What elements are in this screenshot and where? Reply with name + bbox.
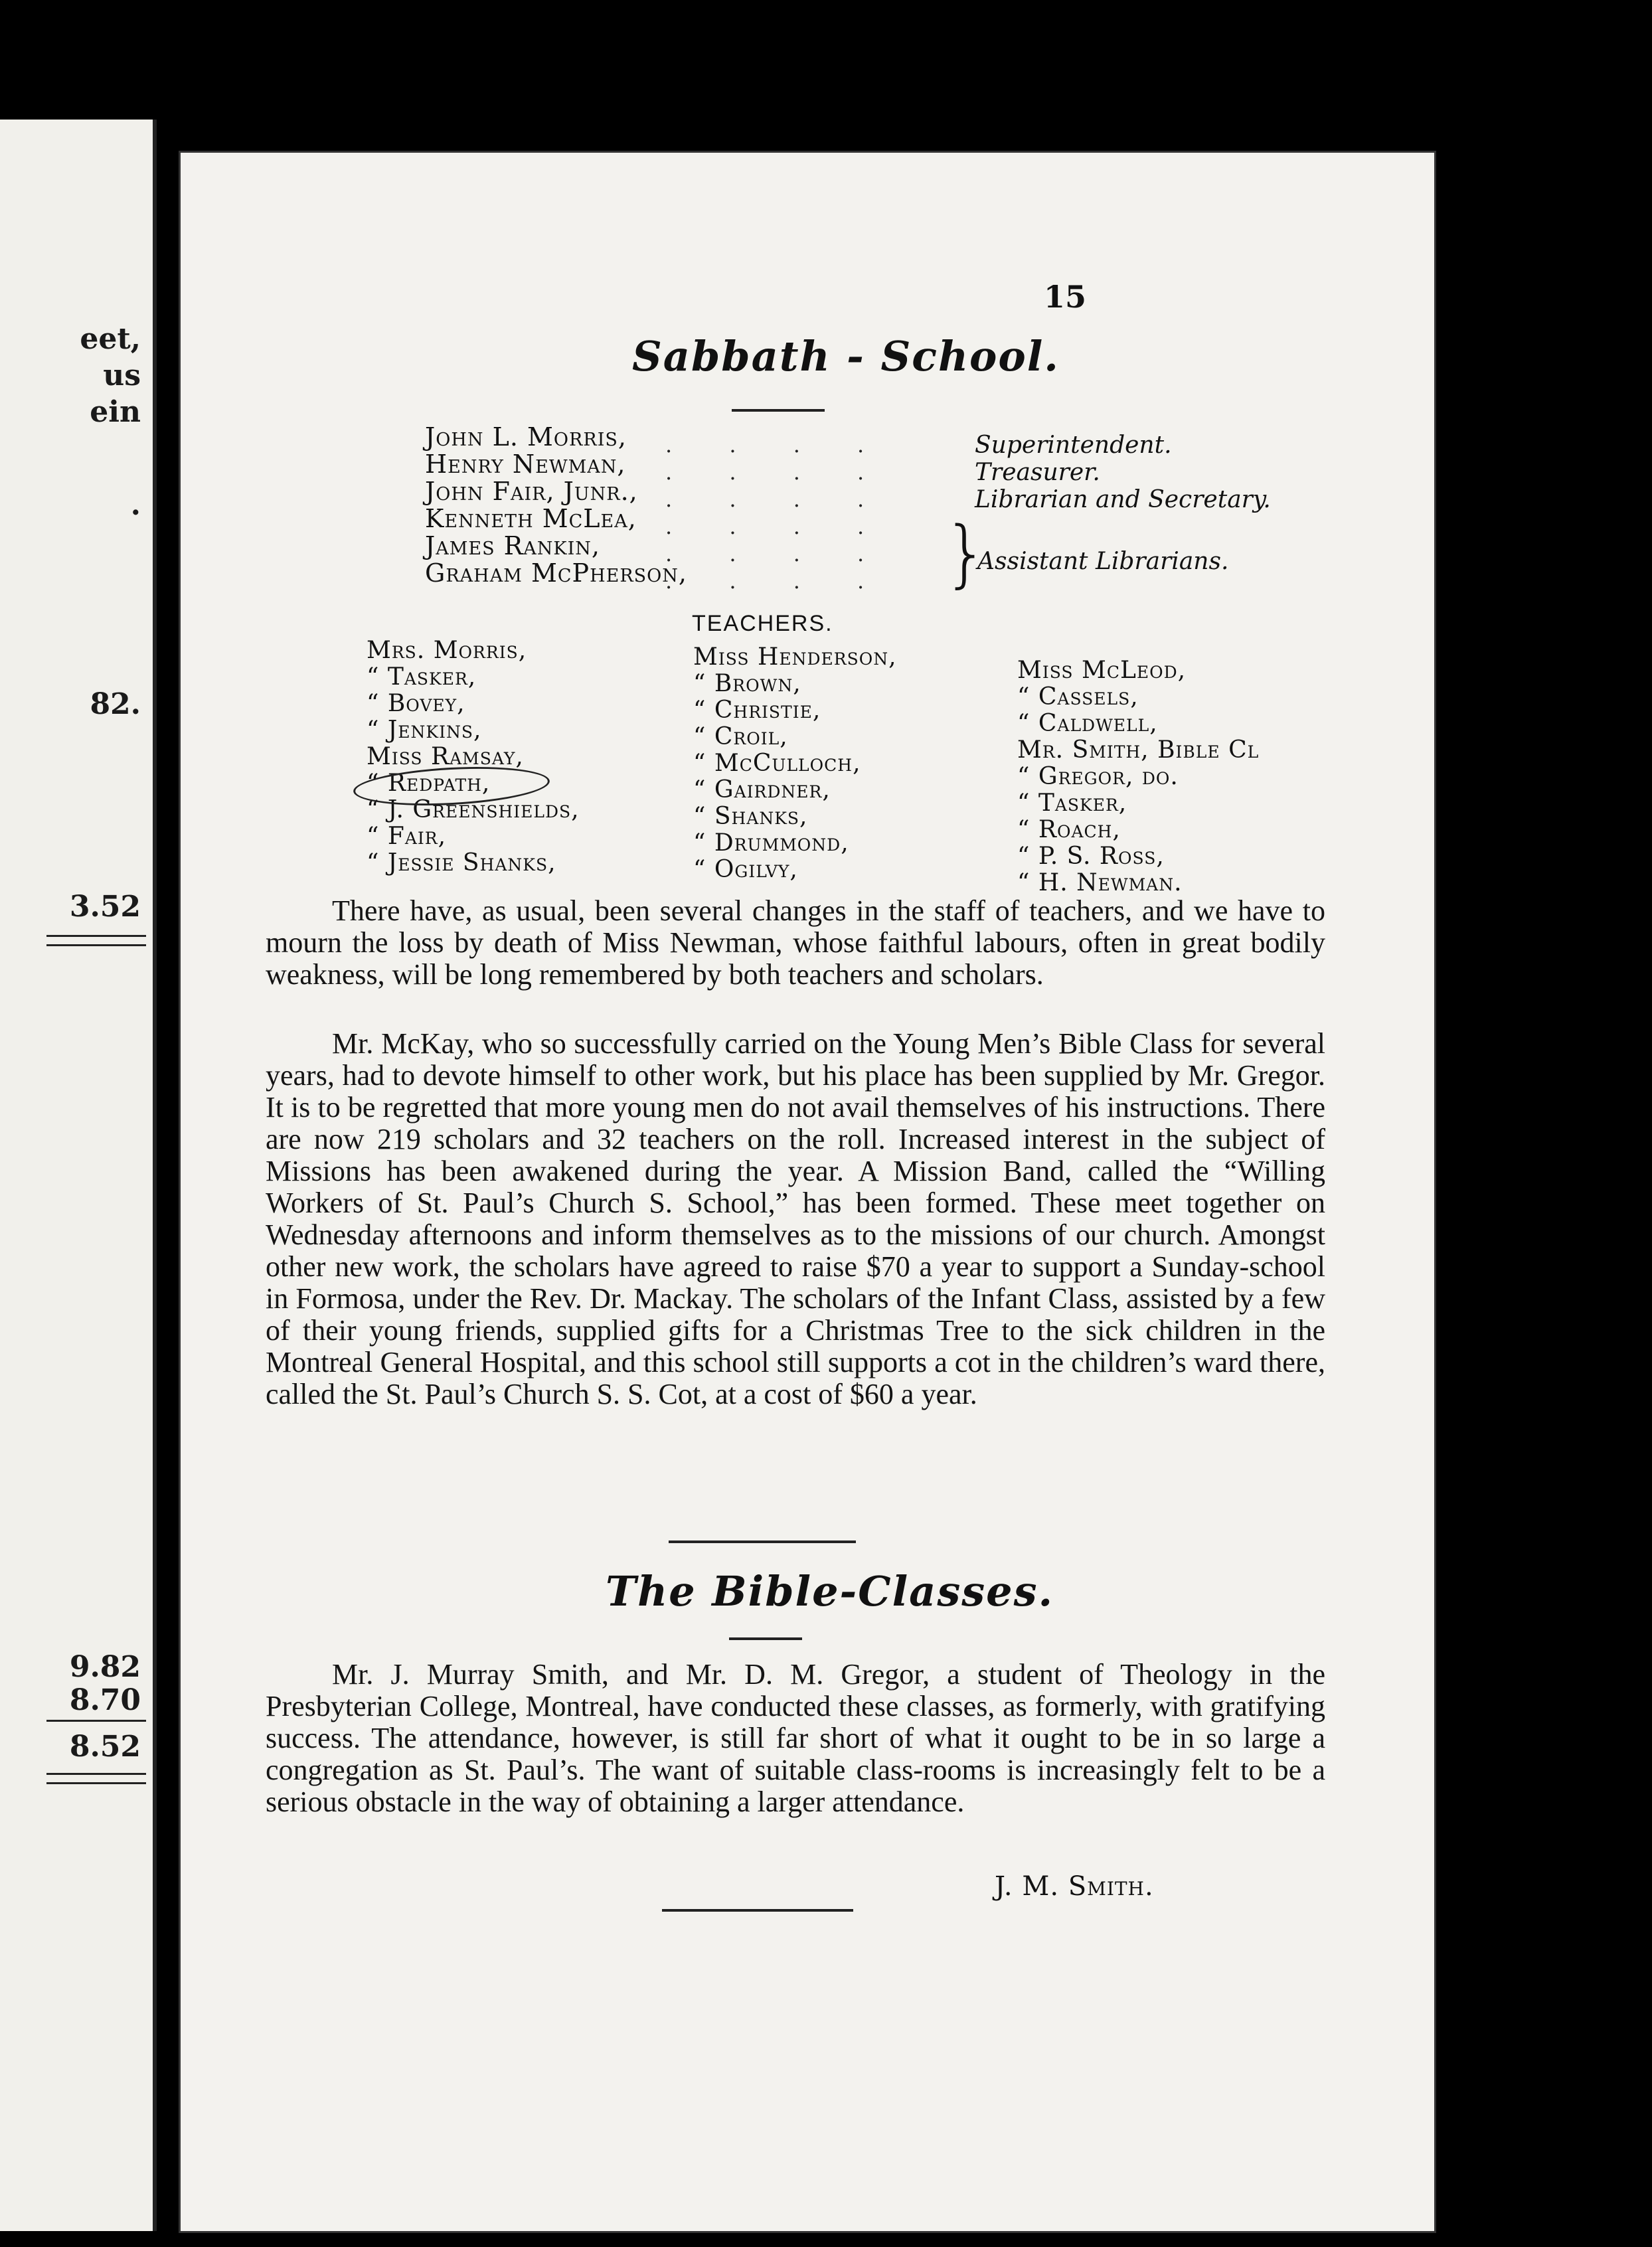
- teacher-name: “ Cassels,: [1017, 683, 1139, 710]
- sabbath-school-heading: Sabbath - School.: [632, 332, 1060, 380]
- teacher-name: “ Jessie Shanks,: [367, 849, 556, 876]
- officer-roles: [975, 432, 1271, 513]
- officer-name: Henry Newman,: [425, 450, 626, 479]
- teacher-name: “ Christie,: [693, 697, 821, 724]
- officer-role: Treasurer.: [975, 459, 1100, 486]
- officer-role: Superintendent.: [975, 432, 1172, 459]
- teacher-name: Miss McLeod,: [1017, 657, 1187, 684]
- teacher-name-circled: [367, 770, 580, 797]
- officer-name: Graham McPherson,: [425, 558, 688, 588]
- section-rule: [669, 1540, 856, 1543]
- leader-dots: . . . . . . . . . . . . . . . . . . . . . . . .: [665, 432, 890, 594]
- teacher-name: “ Tasker,: [1017, 790, 1127, 817]
- officer-role: Librarian and Secretary.: [975, 486, 1271, 513]
- teacher-name: “ Drummond,: [693, 829, 849, 857]
- teacher-name: Mrs. Morris,: [367, 637, 527, 664]
- left-fragment-text: eet,: [80, 322, 141, 356]
- teacher-name: “ Shanks,: [693, 803, 808, 830]
- officer-name: Kenneth McLea,: [425, 504, 637, 533]
- left-facing-page: [0, 120, 157, 2231]
- teachers-column-1: [367, 637, 580, 876]
- teacher-name: “ Ogilvy,: [693, 856, 798, 883]
- teachers-column-3: [1017, 657, 1259, 896]
- left-fragment-text: 8.52: [69, 1730, 141, 1764]
- teacher-name: “ Croil,: [693, 723, 788, 750]
- left-fragment-rule: [46, 1720, 146, 1722]
- left-fragment-text: 82.: [90, 687, 141, 721]
- left-fragment-text: 3.52: [69, 890, 141, 924]
- teacher-name: “ Jenkins,: [367, 716, 482, 744]
- teacher-name: “ Redpath,: [367, 770, 491, 797]
- teacher-name: “ McCulloch,: [693, 750, 861, 777]
- left-fragment-rule: [46, 1773, 146, 1775]
- officer-name: John Fair, Junr.,: [425, 477, 638, 506]
- teachers-column-2: [693, 644, 897, 883]
- left-fragment-rule: [46, 1782, 146, 1784]
- officer-name: James Rankin,: [425, 531, 600, 560]
- left-fragment-text: .: [130, 488, 141, 522]
- closing-rule: [662, 1909, 853, 1912]
- bible-classes-heading: The Bible-Classes.: [606, 1567, 1054, 1616]
- left-fragment-text: 9.82: [69, 1650, 141, 1684]
- signature: J. M. Smith.: [995, 1871, 1154, 1902]
- left-fragment-rule: [46, 935, 146, 937]
- teacher-name: “ Bovey,: [367, 690, 465, 717]
- paragraph-bible-class-missions: Mr. McKay, who so successfully carried on the Young Men’s Bible Class for several years, had to devote himself to other work, but his place has been supplied by Mr. Gregor. It is to be regretted that more young men do not avail themselves of his instructions. There are now 219 scholars and 32 teachers on the roll. Increased interest in the subject of Missions has been awakened during the year. A Mission Band, called the “Willing Workers of St. Paul’s Church S. School,” has been formed. These meet together on Wednesday afternoons and inform themselves as to the missions of our church. Amongst other new work, the scholars have agreed to raise $70 a year to support a Sunday-school in Formosa, under the Rev. Dr. Mackay. The scholars of the Infant Class, assisted by a few of their young friends, supplied gifts for a Christmas Tree to the sick children in the Montreal General Hospital, and this school still supports a cot in the children’s ward there, called the St. Paul’s Church S. S. Cot, at a cost of $60 a year.: [266, 1027, 1325, 1410]
- brace: }: [943, 511, 989, 596]
- teacher-name: “ Gregor, do.: [1017, 763, 1179, 790]
- teachers-heading: TEACHERS.: [692, 611, 833, 636]
- teacher-name: Miss Henderson,: [693, 643, 897, 671]
- left-fragment-rule: [46, 944, 146, 946]
- left-fragment-text: us: [103, 359, 141, 392]
- teacher-name: “ H. Newman.: [1017, 869, 1183, 896]
- heading-rule: [729, 1637, 802, 1640]
- paragraph-bible-classes: Mr. J. Murray Smith, and Mr. D. M. Gregor, a student of Theology in the Presbyterian College, Montreal, have conducted these classes, as formerly, with gratifying success. The attendance, however, is still far short of what it ought to be in so large a congregation as St. Paul’s. The want of suitable class-rooms is increasingly felt to be a serious obstacle in the way of obtaining a larger attendance.: [266, 1658, 1325, 1818]
- document-page: [181, 153, 1434, 2231]
- teacher-name: Miss Ramsay,: [367, 743, 524, 770]
- teacher-name: “ P. S. Ross,: [1017, 843, 1165, 870]
- officer-name: John L. Morris,: [425, 422, 627, 452]
- teacher-name: “ Brown,: [693, 670, 801, 697]
- officer-list: [425, 424, 687, 587]
- teacher-name: “ Fair,: [367, 823, 447, 850]
- left-fragment-text: 8.70: [69, 1683, 141, 1717]
- left-fragment-text: ein: [90, 395, 141, 429]
- assistant-librarians-label: Assistant Librarians.: [977, 548, 1229, 575]
- teacher-name: “ Roach,: [1017, 816, 1121, 843]
- teacher-name: “ J. Greenshields,: [367, 796, 580, 823]
- teacher-name: “ Gairdner,: [693, 776, 831, 803]
- teacher-name: “ Caldwell,: [1017, 710, 1158, 737]
- teacher-name: Mr. Smith, Bible Cl: [1017, 736, 1260, 764]
- page-number: 15: [1044, 279, 1087, 315]
- heading-rule: [732, 409, 825, 412]
- paragraph-staff-changes: There have, as usual, been several changes in the staff of teachers, and we have to mourn the loss by death of Miss Newman, whose faithful labours, often in great bodily weakness, will be long remembered by both teachers and scholars.: [266, 894, 1325, 991]
- teacher-name: “ Tasker,: [367, 663, 477, 691]
